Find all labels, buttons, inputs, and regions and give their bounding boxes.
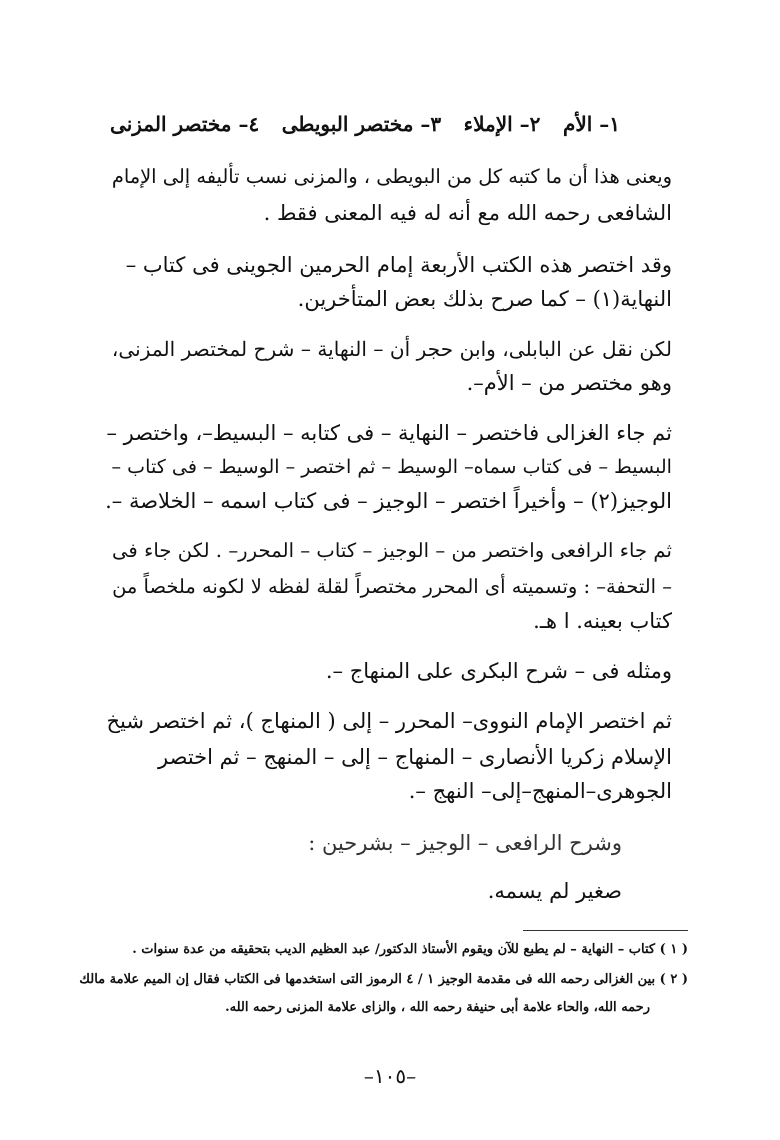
book-item-3: ٣– مختصر البويطى xyxy=(281,112,442,136)
paragraph-5-line-2: – التحفة– : وتسميته أى المحرر مختصراً لقلة لفظه لا لكونه ملخصاً من xyxy=(112,575,672,598)
book-item-2: ٢– الإملاء xyxy=(463,112,541,136)
paragraph-3-line-1: لكن نقل عن البابلى، وابن حجر أن – النهاية – شرح لمختصر المزنى، xyxy=(111,337,672,361)
paragraph-2-line-1: وقد اختصر هذه الكتب الأربعة إمام الحرمين الجوينى فى كتاب – xyxy=(125,253,672,277)
books-list-header xyxy=(110,112,620,136)
paragraph-7-line-3: الجوهرى–المنهج–إلى– النهج –. xyxy=(408,779,672,803)
footnote-2-line-1: ( ٢ ) بين الغزالى رحمه الله فى مقدمة الوجيز ١ / ٤ الرموز التى استخدمها فى الكتاب فقال إن الميم علامة مالك xyxy=(79,972,688,987)
paragraph-1-line-2: الشافعى رحمه الله مع أنه له فيه المعنى فقط . xyxy=(263,201,672,225)
paragraph-2-line-2: النهاية(١) – كما صرح بذلك بعض المتأخرين. xyxy=(297,287,672,311)
paragraph-9-line-1: صغير لم يسمه. xyxy=(487,879,622,903)
paragraph-4-line-1: ثم جاء الغزالى فاختصر – النهاية – فى كتابه – البسيط–، واختصر – xyxy=(106,421,672,445)
footnote-1: ( ١ ) كتاب – النهاية – لم يطبع للآن ويقوم الأستاذ الدكتور/ عبد العظيم الديب بتحقيقه من عدة سنوات . xyxy=(132,942,688,957)
paragraph-5-line-3: كتاب بعينه. ا هـ. xyxy=(533,609,672,633)
paragraph-6-line-1: ومثله فى – شرح البكرى على المنهاج –. xyxy=(325,659,672,683)
page-number: –١٠٥– xyxy=(363,1064,417,1088)
paragraph-7-line-1: ثم اختصر الإمام النووى– المحرر – إلى ( المنهاج )، ثم اختصر شيخ xyxy=(106,709,672,733)
book-item-4: ٤– مختصر المزنى xyxy=(110,112,260,136)
paragraph-7-line-2: الإسلام زكريا الأنصارى – المنهاج – إلى – المنهج – ثم اختصر xyxy=(158,745,672,769)
paragraph-1-line-1: ويعنى هذا أن ما كتبه كل من البويطى ، والمزنى نسب تأليفه إلى الإمام xyxy=(111,165,672,188)
paragraph-4-line-3: الوجيز(٢) – وأخيراً اختصر – الوجيز – فى كتاب اسمه – الخلاصة –. xyxy=(105,489,672,513)
footnote-2-line-2: رحمه الله، والحاء علامة أبى حنيفة رحمه الله ، والزاى علامة المزنى رحمه الله. xyxy=(225,1000,650,1015)
book-item-1: ١– الأم xyxy=(562,112,620,136)
paragraph-5-line-1: ثم جاء الرافعى واختصر من – الوجيز – كتاب – المحرر– . لكن جاء فى xyxy=(112,539,672,562)
paragraph-8-line-1: وشرح الرافعى – الوجيز – بشرحين : xyxy=(308,831,622,855)
footnote-divider xyxy=(523,930,688,931)
paragraph-4-line-2: البسيط – فى كتاب سماه– الوسيط – ثم اختصر – الوسيط – فى كتاب – xyxy=(111,455,672,478)
paragraph-3-line-2: وهو مختصر من – الأم–. xyxy=(466,371,672,395)
